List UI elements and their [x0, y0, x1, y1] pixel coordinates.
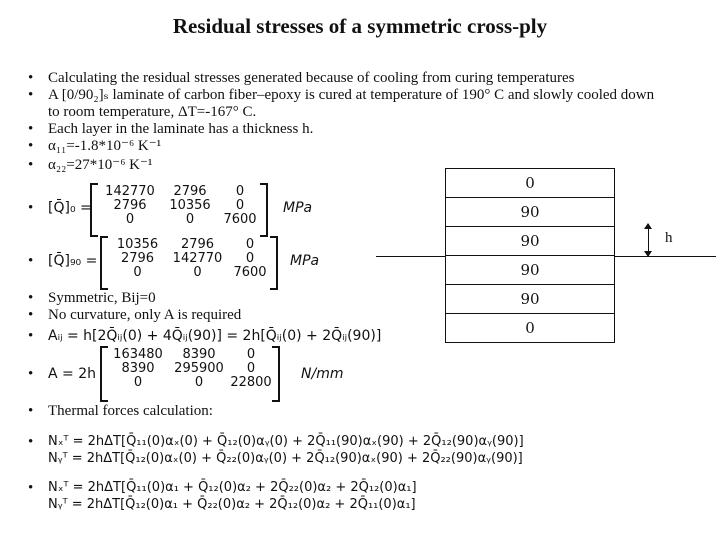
bracket-left	[100, 346, 108, 402]
thickness-label: h	[665, 230, 673, 246]
ply-layer: 90	[445, 227, 615, 256]
bullet-icon: •	[28, 138, 34, 154]
matrix-cell: 2796	[113, 198, 147, 213]
matrix-cell: 0	[193, 265, 202, 280]
matrix-cell: 0	[185, 212, 195, 227]
matrix-cell: 142770	[105, 184, 155, 199]
bullet-icon: •	[28, 307, 34, 323]
matrix-cell: 295900	[174, 361, 224, 376]
matrix-cell: 0	[235, 198, 245, 213]
bullet-icon: •	[28, 121, 34, 137]
matrix-cell: 2796	[173, 184, 207, 199]
matrix-cell: 10356	[169, 198, 211, 213]
bullet-icon: •	[28, 328, 34, 344]
bullet-icon: •	[28, 253, 34, 269]
matrix-cell: 2796	[180, 237, 215, 252]
matrix-cell: 0	[235, 184, 245, 199]
ply-layer: 90	[445, 285, 615, 314]
bracket-left	[90, 183, 98, 237]
matrix-q0	[90, 183, 270, 235]
thickness-arrow-icon	[648, 224, 649, 256]
matrix-cell: 0	[245, 251, 255, 266]
bullet-icon: •	[28, 87, 34, 103]
ply-layer: 0	[445, 168, 615, 198]
bullet-icon: •	[28, 403, 34, 419]
bracket-right	[270, 236, 278, 290]
slide-title: Residual stresses of a symmetric cross-ply	[172, 14, 548, 38]
matrix-cell: 0	[246, 361, 256, 376]
matrix-cell: 163480	[113, 347, 163, 362]
bullet-icon: •	[28, 366, 34, 382]
bullet-icon: •	[28, 480, 34, 496]
matrix-cell: 0	[133, 265, 142, 280]
bracket-right	[272, 346, 280, 402]
matrix-cell: 7600	[223, 212, 257, 227]
matrix-cell: 22800	[230, 375, 272, 390]
matrix-a	[100, 346, 280, 400]
bullet-icon: •	[28, 290, 34, 306]
ply-layer: 90	[445, 256, 615, 285]
bullet-icon: •	[28, 157, 34, 173]
matrix-cell: 8390	[121, 361, 155, 376]
bullet-icon: •	[28, 434, 34, 450]
matrix-cell: 0	[133, 375, 143, 390]
ply-layer: 90	[445, 198, 615, 227]
matrix-cell: 8390	[182, 347, 216, 362]
bullet-icon: •	[28, 70, 34, 86]
matrix-cell: 0	[194, 375, 204, 390]
laminate-stack	[445, 168, 615, 343]
matrix-cell: 142770	[172, 251, 223, 266]
matrix-cell: 7600	[233, 265, 267, 280]
ply-layer: 0	[445, 314, 615, 343]
matrix-q90	[100, 236, 280, 288]
bullet-icon: •	[28, 200, 34, 216]
matrix-cell: 0	[246, 347, 256, 362]
matrix-cell: 0	[245, 237, 255, 252]
bracket-left	[100, 236, 108, 290]
matrix-cell: 2796	[120, 251, 155, 266]
bracket-right	[260, 183, 268, 237]
matrix-cell: 10356	[116, 237, 159, 252]
matrix-cell: 0	[125, 212, 135, 227]
